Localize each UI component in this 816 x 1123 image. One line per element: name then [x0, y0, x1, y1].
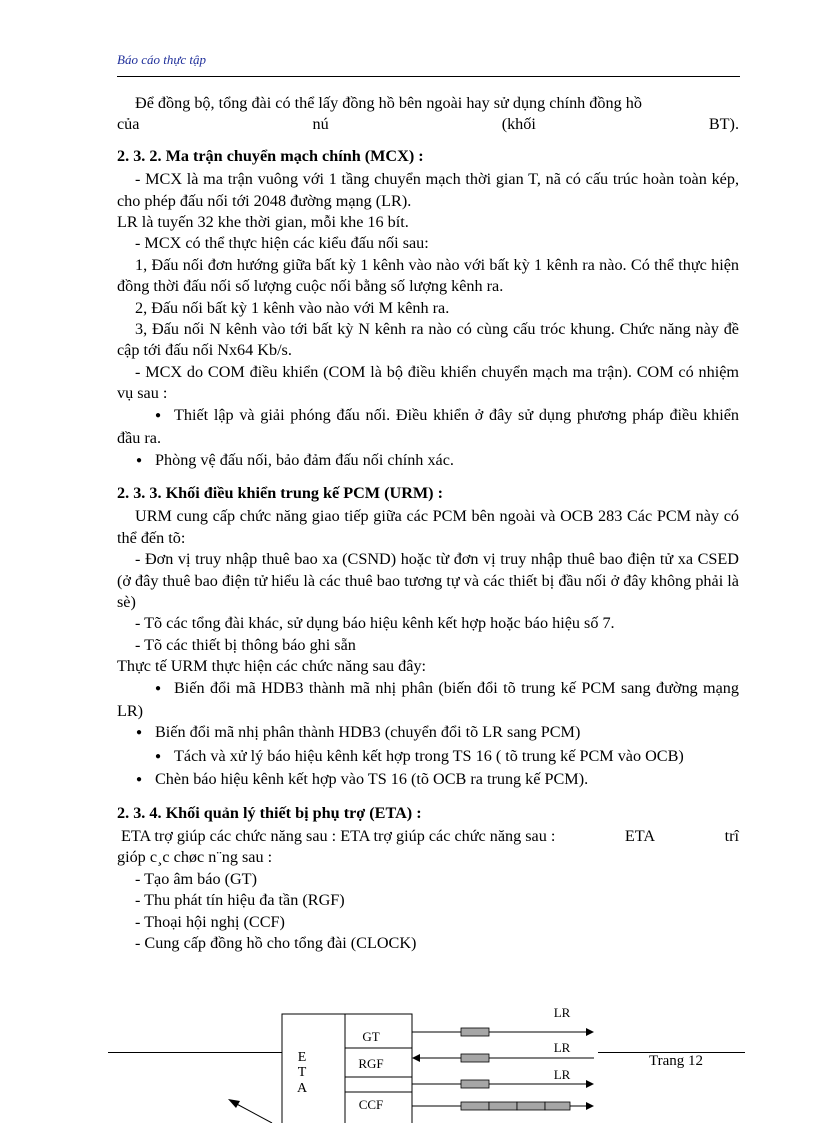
arrow-left-icon — [412, 1054, 420, 1062]
paragraph: URM cung cấp chức năng giao tiếp giữa các PCM bên ngoài và OCB 283 Các PCM này có thể đến tõ: — [117, 507, 739, 547]
arrow-right-icon — [586, 1028, 594, 1036]
unit-label: GT — [362, 1029, 380, 1044]
paragraph — [117, 826, 739, 847]
paragraph: Thực tế URM thực hiện các chức năng sau đây: — [117, 657, 427, 676]
paragraph: LR là tuyến 32 khe thời gian, mỗi khe 16 bít. — [117, 213, 409, 232]
paragraph: gióp c¸c chøc n¨ng sau : — [117, 848, 273, 867]
bullet-text: Thiết lập và giải phóng đấu nối. Điều khiển ở đây sử dụng phương pháp điều khiển đầu ra. — [117, 405, 739, 448]
paragraph: - MCX là ma trận vuông với 1 tầng chuyển mạch thời gian T, nã có cấu trúc hoàn toàn kép, cho phép đấu nối tới 2048 đường mạng (LR). — [117, 170, 739, 210]
list-item: - Cung cấp đồng hồ cho tổng đài (CLOCK) — [135, 934, 417, 953]
block-letter: T — [297, 1065, 307, 1080]
line-segment — [489, 1102, 517, 1110]
paragraph: 3, Đấu nối N kênh vào tới bất kỳ N kênh ra nào có cùng cấu tróc khung. Chức năng này đề cập tới đấu nối Nx64 Kb/s. — [117, 320, 739, 360]
paragraph: Để đồng bộ, tổng đài có thể lấy đồng hồ bên ngoài hay sử dụng chính đồng hồ — [135, 94, 642, 112]
list-item: - Thoại hội nghị (CCF) — [135, 912, 285, 931]
line-segment — [461, 1054, 489, 1062]
section-heading: 2. 3. 4. Khối quản lý thiết bị phụ trợ (ETA) : — [117, 803, 422, 822]
header-title: Báo cáo thực tập — [117, 52, 207, 67]
paragraph: 2, Đấu nối bất kỳ 1 kênh vào nào với M kênh ra. — [135, 298, 450, 317]
lr-label: LR — [553, 1067, 571, 1082]
paragraph: - Tõ các thiết bị thông báo ghi sẵn — [135, 635, 356, 654]
line-segment — [517, 1102, 545, 1110]
paragraph: - MCX có thể thực hiện các kiểu đấu nối sau: — [135, 234, 429, 253]
paragraph: - MCX do COM điều khiển (COM là bộ điều khiển chuyển mạch ma trận). COM có nhiệm vụ sau : — [117, 362, 739, 403]
header-rule — [117, 76, 740, 77]
list-item: - Tạo âm báo (GT) — [135, 869, 257, 888]
diagonal-line — [233, 1102, 272, 1123]
line-segment — [461, 1080, 489, 1088]
text-run: ETA trợ giúp các chức năng sau : ETA trợ giúp các chức năng sau : — [121, 827, 556, 845]
list-item: - Thu phát tín hiệu đa tần (RGF) — [135, 891, 345, 910]
word: của — [117, 115, 140, 134]
bullet-text: Phòng vệ đấu nối, bảo đảm đấu nối chính xác. — [155, 450, 454, 469]
bullet-item — [117, 722, 739, 745]
text-run: ETA — [624, 827, 656, 845]
paragraph: - Tõ các tổng đài khác, sử dụng báo hiệu kênh kết hợp hoặc báo hiệu số 7. — [135, 614, 615, 633]
text-run: trî — [724, 827, 739, 845]
unit-label: RGF — [358, 1056, 384, 1071]
word: nú — [312, 115, 329, 134]
paragraph: 1, Đấu nối đơn hướng giữa bất kỳ 1 kênh vào nào với bất kỳ 1 kênh ra nào. Có thể thực hiện đồng thời đấu nối số lượng cuộc nối bằng số lượng kênh ra. — [117, 255, 739, 296]
bullet-item — [117, 405, 739, 450]
bullet-item — [117, 678, 739, 723]
bullet-text: Tách và xử lý báo hiệu kênh kết hợp trong TS 16 ( tõ trung kế PCM vào OCB) — [174, 746, 684, 765]
unit-label: CCF — [358, 1097, 384, 1112]
paragraph-continuation — [117, 114, 739, 135]
line-segment — [461, 1028, 489, 1036]
paragraph: - Đơn vị truy nhập thuê bao xa (CSND) hoặc từ đơn vị truy nhập thuê bao điện tử xa CSED (ở đây thuê bao điện tử hiểu là các thuê bao tương tự và các thiết bị đầu nối ở đây không phải là sè) — [117, 550, 739, 611]
bullet-text: Biến đổi mã nhị phân thành HDB3 (chuyển đổi tõ LR sang PCM) — [155, 723, 581, 742]
section-heading: 2. 3. 2. Ma trận chuyển mạch chính (MCX) : — [117, 146, 424, 165]
block-letter: E — [297, 1050, 307, 1065]
lr-label: LR — [553, 1005, 571, 1020]
section-heading: 2. 3. 3. Khối điều khiển trung kế PCM (URM) : — [117, 483, 444, 502]
bullet-text: Chèn báo hiệu kênh kết hợp vào TS 16 (tõ OCB ra trung kế PCM). — [155, 770, 589, 789]
arrow-up-left-icon — [228, 1099, 240, 1108]
bullet-text: Biến đổi mã HDB3 thành mã nhị phân (biến đổi tõ trung kế PCM sang đường mạng LR) — [117, 678, 739, 720]
word: (khối — [501, 115, 536, 134]
block-letter: A — [296, 1081, 308, 1096]
bullet-item — [117, 769, 739, 792]
lr-label: LR — [553, 1040, 571, 1055]
arrow-right-icon — [586, 1080, 594, 1088]
bullet-item — [117, 450, 739, 473]
bullet-item — [117, 746, 739, 769]
arrow-right-icon — [586, 1102, 594, 1110]
line-segment — [461, 1102, 489, 1110]
word: BT). — [708, 115, 739, 134]
line-segment — [545, 1102, 570, 1110]
page-number: Trang 12 — [649, 1053, 704, 1069]
document-body — [117, 93, 739, 954]
